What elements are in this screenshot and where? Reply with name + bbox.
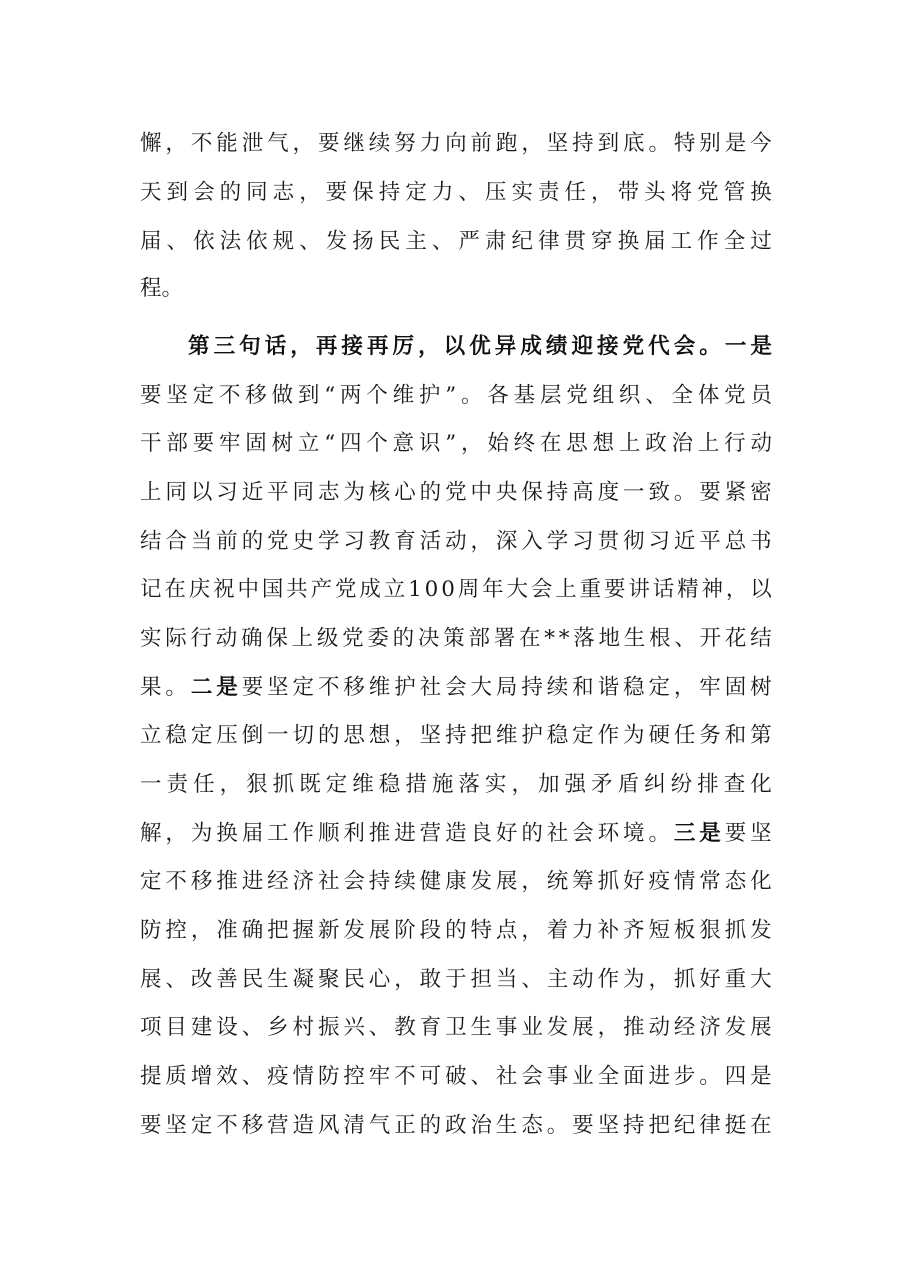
paragraph-2-line-13: 防 控 ， 准 确 把 握 新 发 展 阶 段 的 特 点 ， 着 力 补 齐 短 板 狠 抓 发 [140, 918, 772, 943]
paragraph-1-line-1: 懈 ， 不 能 泄 气 ， 要 继 续 努 力 向 前 跑 ， 坚 持 到 底 。 特 别 是 今 [140, 131, 772, 156]
paragraph-2-line-3: 干 部 要 牢 固 树 立 “ 四 个 意 识 ” ， 始 终 在 思 想 上 政 治 上 行 动 [140, 431, 772, 456]
paragraph-2-line-12: 定 不 移 推 进 经 济 社 会 持 续 健 康 发 展 ， 统 筹 抓 好 疫 情 常 态 化 [140, 869, 772, 894]
paragraph-2-line-4: 上 同 以 习 近 平 同 志 为 核 心 的 党 中 央 保 持 高 度 一 致 。 要 紧 密 [140, 480, 772, 505]
paragraph-2-heading-line: 第 三 句 话 ， 再 接 再 厉 ， 以 优 异 成 绩 迎 接 党 代 会 。 一 是 [188, 334, 772, 359]
paragraph-1-line-2: 天 到 会 的 同 志 ， 要 保 持 定 力 、 压 实 责 任 ， 带 头 将 党 管 换 [140, 180, 772, 205]
paragraph-1-line-3: 届 、 依 法 依 规 、 发 扬 民 主 、 严 肃 纪 律 贯 穿 换 届 工 作 全 过 [140, 229, 772, 254]
paragraph-2-line-6: 记 在 庆 祝 中 国 共 产 党 成 立 1 0 0 周 年 大 会 上 重 要 讲 话 精 神 ， 以 [140, 577, 772, 602]
paragraph-2-line-17: 要 坚 定 不 移 营 造 风 清 气 正 的 政 治 生 态 。 要 坚 持 把 纪 律 挺 在 [140, 1113, 772, 1138]
paragraph-2-line-5: 结 合 当 前 的 党 史 学 习 教 育 活 动 ， 深 入 学 习 贯 彻 习 近 平 总 书 [140, 529, 772, 554]
paragraph-2-line-9: 立 稳 定 压 倒 一 切 的 思 想 ， 坚 持 把 维 护 稳 定 作 为 硬 任 务 和 第 [140, 723, 772, 748]
paragraph-2-line-15: 项 目 建 设 、 乡 村 振 兴 、 教 育 卫 生 事 业 发 展 ， 推 动 经 济 发 展 [140, 1015, 772, 1040]
paragraph-2-line-14: 展 、 改 善 民 生 凝 聚 民 心 ， 敢 于 担 当 、 主 动 作 为 ， 抓 好 重 大 [140, 967, 772, 992]
paragraph-1-line-4: 程。 [140, 276, 184, 301]
paragraph-2-line-2: 要 坚 定 不 移 做 到 “ 两 个 维 护 ” 。 各 基 层 党 组 织 、 全 体 党 员 [140, 383, 772, 408]
paragraph-2-line-16: 提 质 增 效 、 疫 情 防 控 牢 不 可 破 、 社 会 事 业 全 面 进 步 。 四 是 [140, 1064, 772, 1089]
paragraph-2-line-10: 一 责 任 ， 狠 抓 既 定 维 稳 措 施 落 实 ， 加 强 矛 盾 纠 纷 排 查 化 [140, 772, 772, 797]
paragraph-2-line-7: 实 际 行 动 确 保 上 级 党 委 的 决 策 部 署 在 * * 落 地 生 根 、 开 花 结 [140, 626, 772, 651]
paragraph-2-line-8: 果 。 二 是 要 坚 定 不 移 维 护 社 会 大 局 持 续 和 谐 稳 定 ， 牢 固 树 [140, 675, 772, 700]
paragraph-2-line-11: 解 ， 为 换 届 工 作 顺 利 推 进 营 造 良 好 的 社 会 环 境 。 三 是 要 坚 [140, 821, 772, 846]
